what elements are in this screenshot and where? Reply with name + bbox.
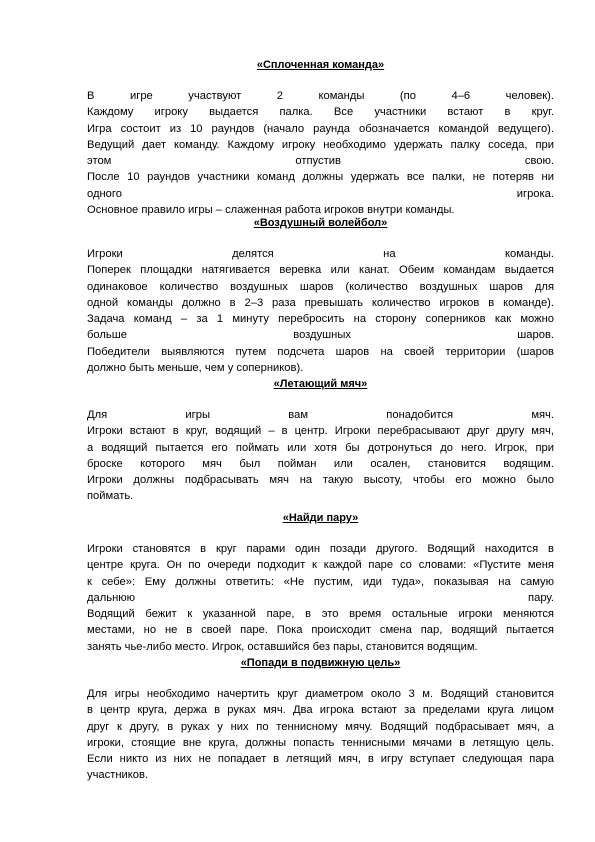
text-line: броске которого мяч был пойман или осален, становится водящим. bbox=[87, 457, 554, 470]
text-line: Победители выявляются путем подсчета шаров на своей территории (шаров bbox=[87, 345, 554, 358]
section-game-1 bbox=[87, 58, 554, 218]
section-game-4 bbox=[87, 511, 554, 655]
section-title: «Летающий мяч» bbox=[273, 378, 368, 390]
text-line: Для игры необходимо начертить круг диаметром около 3 м. Водящий становится bbox=[87, 688, 554, 700]
text-line: Задача команд – за 1 минуту перебросить на сторону соперников как можно bbox=[87, 313, 554, 326]
text-line: участников. bbox=[87, 769, 149, 782]
section-body bbox=[87, 686, 554, 784]
text-line: местами, но не в своей паре. Пока происходит смена пар, водящий пытается bbox=[87, 624, 554, 637]
section-game-3 bbox=[87, 377, 554, 505]
section-body bbox=[87, 407, 554, 505]
text-line: в центр круга, держа в руках мяч. Два игрока встают за пределами круга лицом bbox=[87, 704, 554, 717]
text-line: Основное правило игры – слаженная работа игроков внутри команды. bbox=[87, 204, 455, 217]
text-line: Для игры вам понадобится мяч. bbox=[87, 409, 554, 421]
section-title: «Сплоченная команда» bbox=[256, 59, 385, 71]
text-line: а водящий пытается его поймать или хотя бы дотронуться до него. Игрок, при bbox=[87, 441, 554, 454]
section-body bbox=[87, 246, 554, 376]
section-game-5 bbox=[87, 656, 554, 784]
section-game-2 bbox=[87, 216, 554, 376]
text-line: одинаковое количество воздушных шаров (количество воздушных шаров для bbox=[87, 280, 554, 293]
text-line: одной команды должно в 2–3 раза превышать количество игроков в команде). bbox=[87, 296, 554, 309]
text-line: больше воздушных шаров. bbox=[87, 329, 554, 342]
text-line: Игроки должны подбрасывать мяч на такую высоту, чтобы его можно было bbox=[87, 474, 554, 487]
text-line: Ведущий дает команду. Каждому игроку необходимо удержать палку соседа, при bbox=[87, 138, 554, 151]
text-line: поймать. bbox=[87, 490, 134, 503]
text-line: Водящий бежит к указанной паре, в это время остальные игроки меняются bbox=[87, 608, 554, 621]
text-line: игроки, стоящие вне круга, должны попасть теннисными мячами в летящую цель. bbox=[87, 736, 554, 749]
text-line: Игроки делятся на команды. bbox=[87, 248, 554, 260]
text-line: одного игрока. bbox=[87, 187, 554, 200]
section-title: «Воздушный волейбол» bbox=[253, 217, 388, 229]
text-line: дальнюю пару. bbox=[87, 591, 554, 604]
text-line: этом отпустив свою. bbox=[87, 155, 554, 168]
text-line: Игроки становятся в круг парами один позади другого. Водящий находится в bbox=[87, 543, 554, 555]
text-line: занять чье-либо место. Игрок, оставшийся без пары, становится водящим. bbox=[87, 640, 478, 653]
text-line: Игра состоит из 10 раундов (начало раунда обозначается командой ведущего). bbox=[87, 122, 554, 135]
text-line: В игре участвуют 2 команды (по 4–6 человек). bbox=[87, 90, 554, 102]
text-line: центре круга. Он по очереди подходит к каждой паре со словами: «Пустите меня bbox=[87, 559, 554, 572]
text-line: Каждому игроку выдается палка. Все участники встают в круг. bbox=[87, 106, 554, 119]
text-line: к себе»: Ему должны ответить: «Не пустим, иди туда», показывая на самую bbox=[87, 575, 554, 588]
text-line: После 10 раундов участники команд должны удержать все палки, не потеряв ни bbox=[87, 171, 554, 184]
section-title: «Попади в подвижную цель» bbox=[240, 657, 401, 669]
section-body bbox=[87, 541, 554, 655]
section-body bbox=[87, 88, 554, 218]
text-line: должно быть меньше, чем у соперников). bbox=[87, 362, 304, 375]
section-title: «Найди пару» bbox=[282, 512, 359, 524]
text-line: Если никто из них не попадает в летящий мяч, в игру вступает следующая пара bbox=[87, 753, 554, 766]
text-line: Поперек площадки натягивается веревка или канат. Обеим командам выдается bbox=[87, 264, 554, 277]
text-line: друг к другу, в руках у них по теннисному мячу. Водящий подбрасывает мяч, а bbox=[87, 720, 554, 733]
text-line: Игроки встают в круг, водящий – в центр. Игроки перебрасывают друг другу мяч, bbox=[87, 425, 554, 438]
